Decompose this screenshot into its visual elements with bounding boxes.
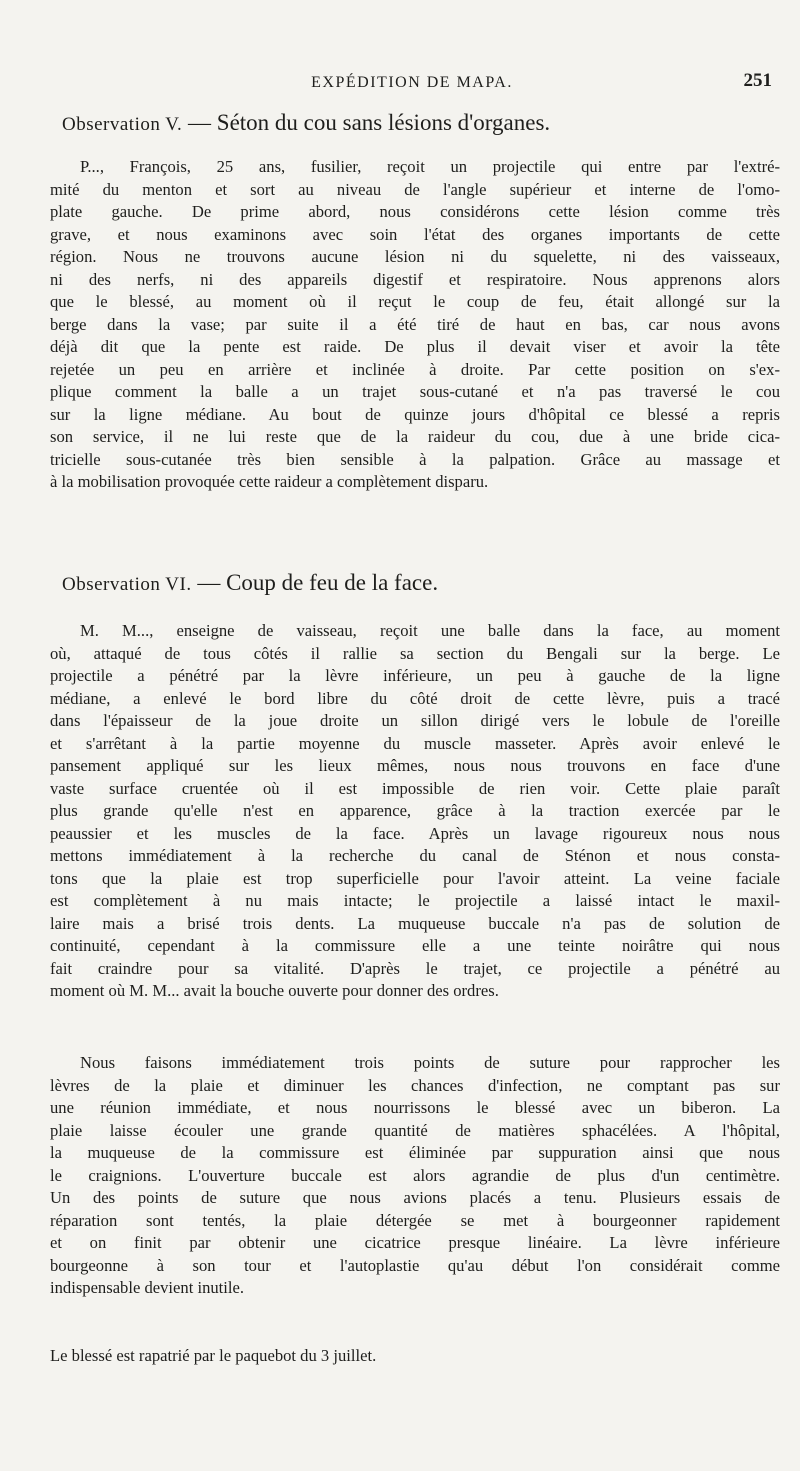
- text-line: Nous faisons immédiatement trois points de suture pour rapprocher les: [80, 1053, 780, 1072]
- text-line: dans l'épaisseur de la joue droite un sillon dirigé vers le lobule de l'oreille: [50, 711, 780, 730]
- page-header: [52, 70, 772, 100]
- text-line: réparation sont tentés, la plaie détergée se met à bourgeonner rapidement: [50, 1210, 780, 1230]
- observation-5-title: [62, 110, 762, 136]
- text-line: sur la ligne médiane. Au bout de quinze jours d'hôpital ce blessé a repris: [50, 404, 780, 424]
- text-line: Un des points de suture que nous avions placés a tenu. Plusieurs essais de: [50, 1188, 780, 1207]
- observation-5-paragraph: [50, 156, 780, 494]
- text-line: plate gauche. De prime abord, nous considérons cette lésion comme très: [50, 202, 780, 221]
- text-line: et s'arrêtant à la partie moyenne du muscle masseter. Après avoir enlevé le: [50, 733, 780, 753]
- text-line: bourgeonne à son tour et l'autoplastie qu'au début l'on considérait comme: [50, 1255, 780, 1275]
- text-line: à la mobilisation provoquée cette raideur a complètement disparu.: [50, 472, 489, 491]
- text-line: tricielle sous-cutanée très bien sensible à la palpation. Grâce au massage et: [50, 449, 780, 469]
- text-line: déjà dit que la pente est raide. De plus il devait viser et avoir la tête: [50, 337, 780, 356]
- text-line: est complètement à nu mais intacte; le projectile a laissé intact le maxil-: [50, 891, 780, 910]
- observation-5-heading: Séton du cou sans lésions d'organes.: [216, 110, 551, 135]
- observation-5-dash: —: [182, 110, 217, 135]
- text-line: tons que la plaie est trop superficielle pour l'avoir atteint. La veine faciale: [50, 868, 780, 888]
- text-line: région. Nous ne trouvons aucune lésion ni du squelette, ni des vaisseaux,: [50, 247, 780, 266]
- text-line: Le blessé est rapatrié par le paquebot du 3 juillet.: [50, 1346, 377, 1365]
- text-line: plus grande qu'elle n'est en apparence, grâce à la traction exercée par le: [50, 801, 780, 820]
- text-line: une réunion immédiate, et nous nourrissons le blessé avec un biberon. La: [50, 1098, 780, 1117]
- observation-6-paragraph-2: [50, 1052, 780, 1300]
- observation-6-dash: —: [191, 570, 227, 595]
- running-title: EXPÉDITION DE MAPA.: [311, 74, 513, 91]
- text-line: rejetée un peu en arrière et inclinée à droite. Par cette position on s'ex-: [50, 359, 780, 379]
- text-line: mité du menton et sort au niveau de l'angle supérieur et interne de l'omo-: [50, 179, 780, 199]
- text-line: peaussier et les muscles de la face. Après un lavage rigoureux nous nous: [50, 823, 780, 843]
- text-line: plaie laisse écouler une grande quantité de matières sphacélées. A l'hôpital,: [50, 1120, 780, 1140]
- text-line: continuité, cependant à la commissure elle a une teinte noirâtre qui nous: [50, 936, 780, 955]
- text-line: médiane, a enlevé le bord libre du côté droit de cette lèvre, puis a tracé: [50, 688, 780, 708]
- observation-5-label: Observation V.: [62, 114, 183, 135]
- text-line: où, attaqué de tous côtés il rallie sa section du Bengali sur la berge. Le: [50, 643, 780, 663]
- text-line: la muqueuse de la commissure est éliminée par suppuration ainsi que nous: [50, 1143, 780, 1162]
- text-line: et on finit par obtenir une cicatrice presque linéaire. La lèvre inférieure: [50, 1233, 780, 1252]
- observation-6-paragraph-1: [50, 620, 780, 1003]
- text-line: projectile a pénétré par la lèvre inférieure, un peu à gauche de la ligne: [50, 666, 780, 685]
- text-line: M. M..., enseigne de vaisseau, reçoit une balle dans la face, au moment: [80, 621, 780, 640]
- text-line: indispensable devient inutile.: [50, 1278, 245, 1297]
- text-line: le craignions. L'ouverture buccale est alors agrandie de plus d'un centimètre.: [50, 1165, 780, 1185]
- text-line: mettons immédiatement à la recherche du canal de Sténon et nous consta-: [50, 846, 780, 865]
- text-line: laire mais a brisé trois dents. La muqueuse buccale n'a pas de solution de: [50, 913, 780, 933]
- observation-6-paragraph-3: [50, 1345, 780, 1368]
- text-line: pansement appliqué sur les lieux mêmes, nous nous trouvons en face d'une: [50, 756, 780, 775]
- text-line: moment où M. M... avait la bouche ouverte pour donner des ordres.: [50, 981, 499, 1000]
- text-line: P..., François, 25 ans, fusilier, reçoit un projectile qui entre par l'extré-: [80, 157, 780, 176]
- text-line: lèvres de la plaie et diminuer les chances d'infection, ne comptant pas sur: [50, 1075, 780, 1095]
- text-line: ni des nerfs, ni des appareils digestif et respiratoire. Nous apprenons alors: [50, 269, 780, 289]
- observation-6-heading: Coup de feu de la face.: [226, 570, 439, 595]
- text-line: fait craindre pour sa vitalité. D'après le trajet, ce projectile a pénétré au: [50, 958, 780, 978]
- observation-6-label: Observation VI.: [62, 574, 192, 595]
- observation-6-title: [62, 570, 762, 596]
- page-number: 251: [743, 70, 772, 91]
- text-line: que le blessé, au moment où il reçut le coup de feu, était allongé sur la: [50, 292, 780, 311]
- text-line: son service, il ne lui reste que de la raideur du cou, due à une bride cica-: [50, 427, 780, 446]
- text-line: plique comment la balle a un trajet sous-cutané et n'a pas traversé le cou: [50, 382, 780, 401]
- text-line: vaste surface cruentée où il est impossible de rien voir. Cette plaie paraît: [50, 778, 780, 798]
- text-line: berge dans la vase; par suite il a été tiré de haut en bas, car nous avons: [50, 314, 780, 334]
- text-line: grave, et nous examinons avec soin l'état des organes importants de cette: [50, 224, 780, 244]
